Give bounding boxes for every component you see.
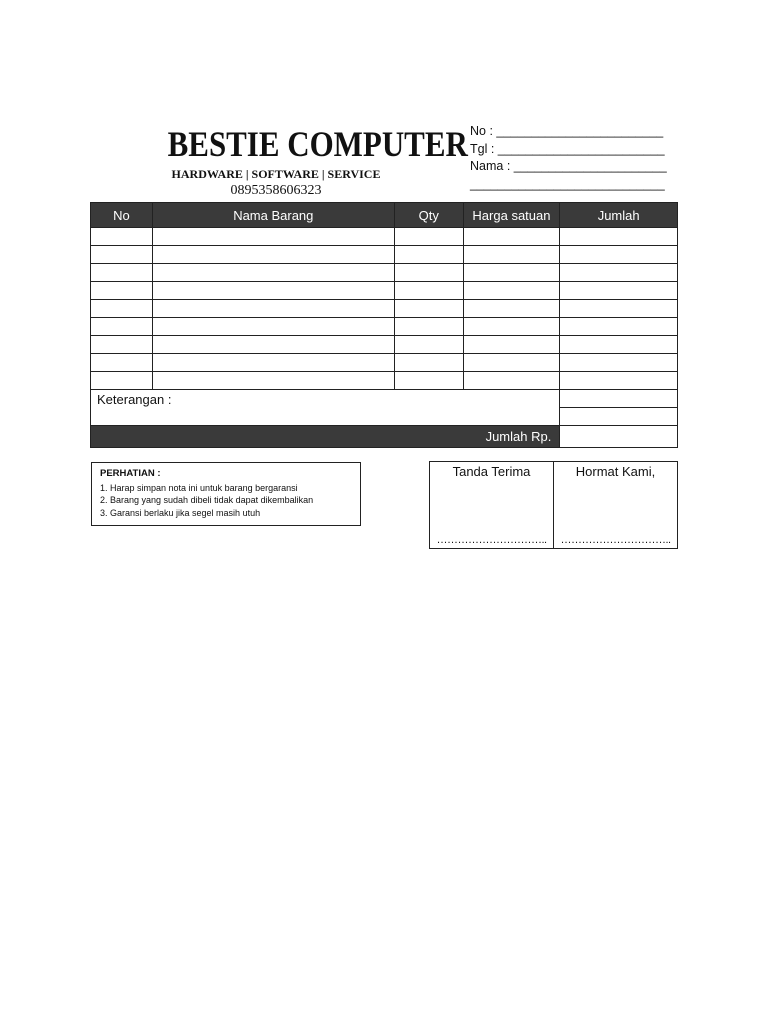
keterangan-row-1 (91, 390, 678, 408)
header-qty: Qty (394, 203, 463, 228)
cell-nama-barang[interactable] (152, 282, 394, 300)
cell-nama-barang[interactable] (152, 372, 394, 390)
cell-jumlah[interactable] (560, 336, 678, 354)
summary-cell-1[interactable] (560, 390, 678, 408)
cell-harga-satuan[interactable] (463, 300, 560, 318)
cell-no[interactable] (91, 354, 153, 372)
header-no: No (91, 203, 153, 228)
cell-nama-barang[interactable] (152, 246, 394, 264)
cell-jumlah[interactable] (560, 228, 678, 246)
cell-harga-satuan[interactable] (463, 282, 560, 300)
cell-no[interactable] (91, 318, 153, 336)
cell-no[interactable] (91, 228, 153, 246)
cell-harga-satuan[interactable] (463, 246, 560, 264)
cell-no[interactable] (91, 300, 153, 318)
table-row (91, 300, 678, 318)
cell-jumlah[interactable] (560, 246, 678, 264)
signature-box (429, 461, 678, 549)
cell-nama-barang[interactable] (152, 264, 394, 282)
signature-regards (553, 462, 677, 548)
cell-qty[interactable] (394, 336, 463, 354)
cell-no[interactable] (91, 336, 153, 354)
cell-harga-satuan[interactable] (463, 264, 560, 282)
company-tagline: HARDWARE | SOFTWARE | SERVICE (171, 167, 381, 181)
meta-extra-line: ____________________________ (470, 176, 665, 191)
notice-list (100, 482, 352, 520)
cell-jumlah[interactable] (560, 282, 678, 300)
items-table (90, 202, 678, 448)
table-row (91, 228, 678, 246)
cell-harga-satuan[interactable] (463, 228, 560, 246)
cell-qty[interactable] (394, 318, 463, 336)
signature-received-label: Tanda Terima (452, 464, 531, 479)
cell-jumlah[interactable] (560, 318, 678, 336)
table-row (91, 264, 678, 282)
table-body (91, 228, 678, 390)
cell-harga-satuan[interactable] (463, 372, 560, 390)
cell-harga-satuan[interactable] (463, 354, 560, 372)
cell-nama-barang[interactable] (152, 336, 394, 354)
table-header-row (91, 203, 678, 228)
keterangan-label: Keterangan : (97, 392, 172, 407)
table-row (91, 336, 678, 354)
cell-qty[interactable] (394, 354, 463, 372)
signature-received (430, 462, 553, 548)
table-row (91, 246, 678, 264)
cell-qty[interactable] (394, 282, 463, 300)
keterangan-cell[interactable] (91, 390, 560, 426)
cell-jumlah[interactable] (560, 354, 678, 372)
cell-no[interactable] (91, 264, 153, 282)
table-row (91, 282, 678, 300)
cell-no[interactable] (91, 282, 153, 300)
notice-box (91, 462, 361, 526)
signature-regards-label: Hormat Kami, (575, 464, 656, 479)
meta-nama: Nama : ______________________ (470, 159, 667, 173)
cell-no[interactable] (91, 246, 153, 264)
invoice-meta (470, 123, 667, 193)
cell-nama-barang[interactable] (152, 300, 394, 318)
cell-nama-barang[interactable] (152, 354, 394, 372)
cell-harga-satuan[interactable] (463, 318, 560, 336)
header-jumlah: Jumlah (560, 203, 678, 228)
company-name: BESTIE COMPUTER (167, 124, 468, 164)
cell-jumlah[interactable] (560, 372, 678, 390)
cell-qty[interactable] (394, 300, 463, 318)
cell-qty[interactable] (394, 246, 463, 264)
company-phone: 0895358606323 (230, 183, 322, 198)
header-harga-satuan: Harga satuan (463, 203, 560, 228)
header-nama-barang: Nama Barang (152, 203, 394, 228)
notice-item: 3. Garansi berlaku jika segel masih utuh (100, 507, 261, 518)
cell-nama-barang[interactable] (152, 228, 394, 246)
notice-title: PERHATIAN : (100, 468, 161, 479)
total-row (91, 426, 678, 448)
total-label: Jumlah Rp. (91, 426, 560, 448)
total-value-cell[interactable] (560, 426, 678, 448)
cell-qty[interactable] (394, 372, 463, 390)
table-row (91, 372, 678, 390)
signature-regards-line: ………………………….. (560, 534, 671, 546)
table-row (91, 318, 678, 336)
cell-jumlah[interactable] (560, 264, 678, 282)
company-header (150, 122, 468, 200)
meta-no: No : ________________________ (470, 124, 664, 138)
summary-cell-2[interactable] (560, 408, 678, 426)
signature-received-line: ………………………….. (436, 534, 547, 546)
cell-no[interactable] (91, 372, 153, 390)
notice-item: 1. Harap simpan nota ini untuk barang bergaransi (100, 482, 298, 493)
table-row (91, 354, 678, 372)
notice-item: 2. Barang yang sudah dibeli tidak dapat dikembalikan (100, 495, 314, 505)
cell-jumlah[interactable] (560, 300, 678, 318)
cell-qty[interactable] (394, 228, 463, 246)
cell-nama-barang[interactable] (152, 318, 394, 336)
cell-qty[interactable] (394, 264, 463, 282)
cell-harga-satuan[interactable] (463, 336, 560, 354)
meta-tgl: Tgl : ________________________ (470, 141, 665, 156)
